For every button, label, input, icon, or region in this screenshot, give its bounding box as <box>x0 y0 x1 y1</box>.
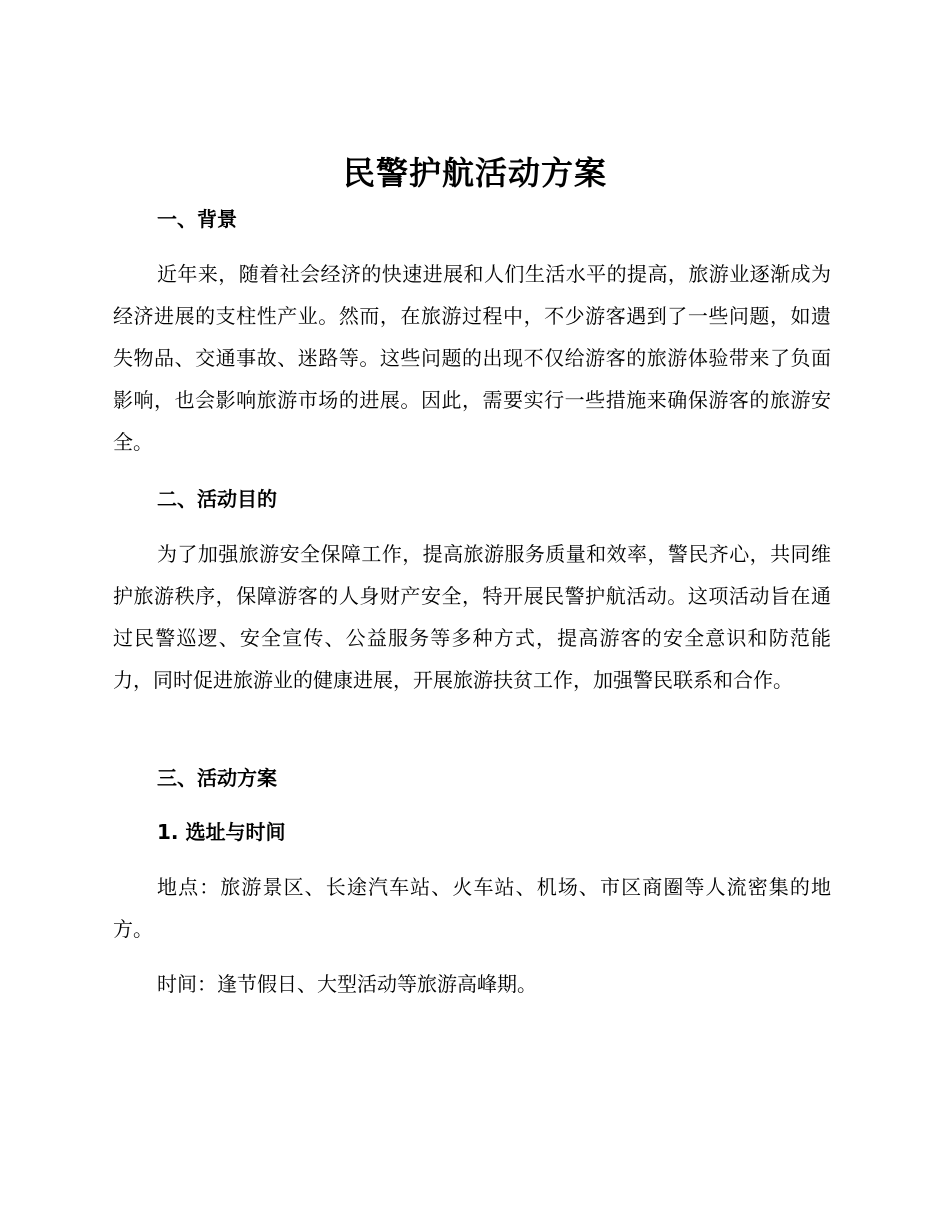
paragraph-location: 地点：旅游景区、长途汽车站、火车站、机场、市区商圈等人流密集的地方。 <box>113 875 831 941</box>
paragraph-time: 时间：逢节假日、大型活动等旅游高峰期。 <box>157 972 537 996</box>
section-heading-background: 一、背景 <box>157 207 237 231</box>
paragraph-background: 近年来，随着社会经济的快速进展和人们生活水平的提高，旅游业逐渐成为经济进展的支柱性产业。然而，在旅游过程中，不少游客遇到了一些问题，如遗失物品、交通事故、迷路等。这些问题的出现不仅给游客的旅游体验带来了负面影响，也会影响旅游市场的进展。因此，需要实行一些措施来确保游客的旅游安全。 <box>113 262 831 454</box>
paragraph-purpose: 为了加强旅游安全保障工作，提高旅游服务质量和效率，警民齐心，共同维护旅游秩序，保障游客的人身财产安全，特开展民警护航活动。这项活动旨在通过民警巡逻、安全宣传、公益服务等多种方式，提高游客的安全意识和防范能力，同时促进旅游业的健康进展，开展旅游扶贫工作，加强警民联系和合作。 <box>113 542 831 692</box>
section-heading-plan: 三、活动方案 <box>157 766 277 790</box>
section-heading-purpose: 二、活动目的 <box>157 487 277 511</box>
subheading-location-time: 1. 选址与时间 <box>157 820 286 844</box>
document-title: 民警护航活动方案 <box>342 154 607 192</box>
